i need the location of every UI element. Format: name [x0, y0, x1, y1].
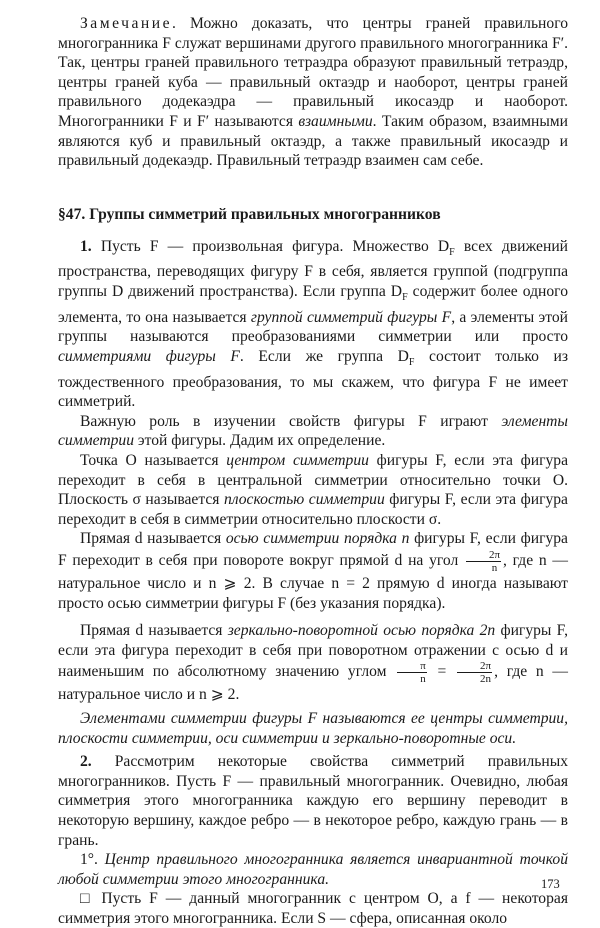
- remark-word: Замечание: [80, 15, 173, 32]
- item-number-1: 1.: [80, 237, 92, 255]
- term-plane: плоскостью симметрии: [223, 491, 385, 509]
- paragraph-7: 2. Рассмотрим некоторые свойства симметрий правильных многогранников. Пусть F — правильный многогранник. Очевидно, любая симметрия этого многогранника каждую его вершину переводит в некоторую вершину, каждое ребро — в некоторое ребро, каждую грань — в грань.: [58, 753, 568, 849]
- term-center: центром симметрии: [226, 452, 369, 470]
- term-symmetry-elements: элементы симметрии: [58, 412, 568, 450]
- term-mutual: взаимными: [298, 112, 373, 130]
- property-number: 1°.: [80, 851, 98, 869]
- page-number: 173: [541, 877, 560, 891]
- fraction-pi-n: $\frac{\pi}{n}$: [397, 660, 427, 685]
- term-mirror-axis: зеркально-поворотной осью порядка 2n: [227, 622, 496, 640]
- item-number-2: 2.: [80, 753, 92, 771]
- paragraph-9: □ Пусть F — данный многогранник с центром O, а f — некоторая симметрия этого многогранника. Если S — сфера, описанная около: [58, 890, 568, 927]
- paragraph-8: 1°. Центр правильного многогранника является инвариантной точкой любой симметрии этого многогранника.: [58, 851, 568, 888]
- page-body: [58, 14, 568, 928]
- term-symmetries: симметриями фигуры F: [58, 347, 240, 365]
- fraction-2pi-n: $\frac{2\pi}{n}$: [466, 549, 501, 574]
- paragraph-5: Прямая d называется зеркально-поворотной осью порядка 2n фигуры F, если эта фигура переходит в себя при поворотном отражении с осью d и наименьшим по абсолютному значению углом $\frac{\pi}{n}$ = $\frac{2\pi}{2n}$ , где n — натуральное число и n ⩾ 2.: [58, 622, 569, 704]
- paragraph-1: 1. Пусть F — произвольная фигура. Множество $D_F$ всех движений пространства, переводящих фигуру F в себя, является группой (подгруппа группы D движений пространства). Если группа $D_F$ содержит более одного элемента, то она называется группой симметрий фигуры F, а элементы этой группы называются преобразованиями симметрии или просто симметриями фигуры F. Если же группа $D_F$ состоит только из тождественного преобразования, то мы скажем, что фигура F не имеет симметрий.: [58, 237, 569, 411]
- fraction-2pi-2n: $\frac{2\pi}{2n}$: [457, 660, 492, 685]
- section-title: §47. Группы симметрий правильных многогранников: [58, 205, 441, 223]
- term-axis: осью симметрии порядка n: [225, 530, 410, 548]
- paragraph-6: Элементами симметрии фигуры F называются ее центры симметрии, плоскости симметрии, оси симметрии и зеркально-поворотные оси.: [58, 709, 568, 747]
- paragraph-2: Важную роль в изучении свойств фигуры F играют элементы симметрии этой фигуры. Дадим их определение.: [58, 412, 568, 450]
- paragraph-4: Прямая d называется осью симметрии порядка n фигуры F, если фигура F переходит в себя при повороте вокруг прямой d на угол $\frac{2\pi}{n}$ , где n — натуральное число и n ⩾ 2. В случае n = 2 прямую d иногда называют просто осью симметрии фигуры F (без указания порядка).: [58, 530, 568, 612]
- term-symmetry-group: группой симметрий фигуры F: [250, 308, 452, 326]
- paragraph-3: Точка O называется центром симметрии фигуры F, если эта фигура переходит в себя в центральной симметрии относительно точки O. Плоскость σ называется плоскостью симметрии фигуры F, если эта фигура переходит в себя в симметрии относительно плоскости σ.: [58, 452, 568, 528]
- remark-paragraph: Замечание. Можно доказать, что центры граней правильного многогранника F служат вершинами другого правильного многогранника F′. Так, центры граней правильного тетраэдра образуют правильный тетраэдр, центры граней куба — правильный октаэдр и наоборот, центры граней правильного додекаэдра — правильный икосаэдр и наоборот. Многогранники F и F′ называются взаимными. Таким образом, взаимными являются куб и правильный октаэдр, а также правильный икосаэдр и правильный додекаэдр. Правильный тетраэдр взаимен сам себе.: [58, 15, 569, 170]
